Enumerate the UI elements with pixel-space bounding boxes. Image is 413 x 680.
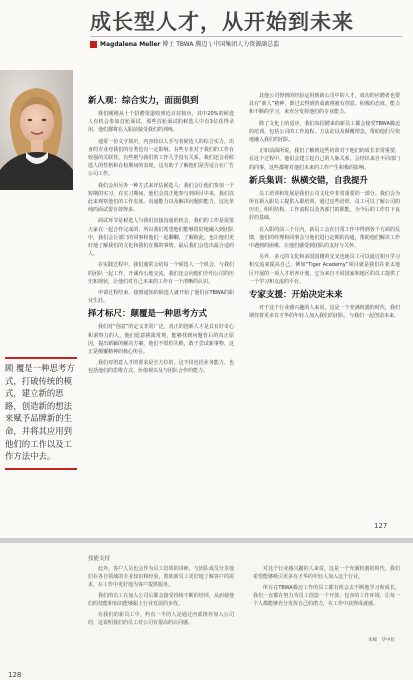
paragraph: 我们会用另外一种方式来评估候选人：我们会让他们参加一个短期的实习，在实习期间，他们会真正地参与到项目中来，我们以此来观察他们的工作态度、沟通能力以及解决问题的能力，这比单纯的面试要有效得多。	[88, 182, 234, 214]
red-square-icon	[90, 41, 97, 48]
paragraph: 此外，客户人员也会作为员工培训的讲师，与团队成员分享他们在各自领域的专业知识和经验，帮助新员工更好地了解客户的需求，在工作中更好地为客户提供服务。	[88, 566, 234, 588]
paragraph: 面试环节是候选人与我们直接沟通的机会，我们的工作是需要大家在一起合作完成的，所以我们希望他们能够很好地融入到团队中，我们会让部门的同事和他们一起聊聊，了解彼此，也让他们更好地了解我们的文化和我们在做的事情。最后我们会选出最合适的人。	[88, 218, 234, 258]
pull-quote-rule-top	[5, 357, 77, 359]
author-name: Magdalena Meller	[100, 41, 161, 48]
paragraph: 申请过程结束，接到通知的候选人就开始了他们在TBWA的职业生涯。	[88, 290, 234, 305]
author-photo	[0, 70, 73, 190]
paragraph: 员工培训和发展是我们公司文化中非常重要的一部分。我们会为所有新入职员工提供入职培训，通过这些培训，员工可以了解公司的历史、组织结构、工作流程以及各部门的职能，为今后的工作打下良好的基础。	[249, 190, 400, 222]
paragraph: 对这个行业感兴趣的人来说，这是一个充满机遇的时代，我们希望能够吸引更多有才华的年轻人加入这个行业。	[253, 566, 400, 580]
text-column-2	[249, 92, 400, 323]
article-title: 成长型人才，从开始到未来	[90, 10, 354, 34]
section-heading: 专家支援：开始决定未来	[249, 290, 343, 301]
pull-quote-rule-bottom	[5, 468, 77, 470]
paragraph: 在入职的前三个月内，新员工会在日常工作中得到各个方面的反馈，他们的经理和同事会与他们进行定期的沟通，帮助他们解决工作中遇到的困难，让他们感受到团队的支持与关怀。	[249, 226, 400, 250]
byline	[90, 36, 402, 50]
paragraph: 我们刚刚从十个招聘渠道收到近百封简历，其中20%的候选人有机会参加首轮面试，那些首轮面试的候选人中有3位获得录用，他们都将在入职前接受我们的训练。	[88, 111, 234, 134]
paragraph: 我们对创意人才的要求是全方位的，这不仅包括业务能力，也包括他们的思维方式、价值观以及与团队合作的能力。	[88, 360, 234, 375]
author-title: 博士	[162, 41, 175, 48]
section-heading: 新兵集训：纵横交错，自我提升	[249, 175, 369, 186]
section-heading: 新人观：综合实力，面面俱到	[88, 96, 199, 106]
page-number: 127	[374, 522, 388, 530]
section-heading: 技能支持	[88, 556, 111, 562]
paragraph: 另外，多元的文化和多国国籍的交叉也使员工可以通过相互学习和交流来提高自己，例如“Tiger Academy”项目就是我们在亚太地区开展的一项人才培养计划，它为来自不同国家和地区的员工提供了一个学习和交流的平台。	[249, 254, 400, 285]
page-128	[0, 543, 413, 680]
paragraph: 我们对“创意”的定义非常广泛，真正的创新人才是具有好奇心和洞察力的人，他们愿意挑战常规，能够找到问题背后的真正原因，提出新颖的解决方案。他们不惧怕失败，敢于尝试新事物，这正是颠覆精神的核心所在。	[88, 324, 234, 356]
paragraph: 所有在TBWA腾迈工作的员工都有机会去不断地学习和成长，我们一直都在努力为员工创造一个开放、包容的工作环境，让每一个人都能够充分发挥自己的潜力，在工作中获得成就感。	[253, 585, 400, 607]
paragraph: 通常一份文字简历，内容较以人手写者候选人的综合实力，出身的专业对我们的分类也有一定影响。有些专业对于我们的工作有较强的关联性，有些则与我们的工作几乎没有关系。我们还会看候选人的性格和在校期间的表现，这有助于了解他们是否适合在广告公司工作。	[88, 138, 234, 178]
paragraph: 对于这个行业感兴趣的人来说，这是一个充满机遇的时代，我们期待着更多有才华的年轻人加入我们的团队，与我们一起创造未来。	[249, 305, 400, 320]
pull-quote: 顾 覆是一种思考方式，打破传统的模式，建立新的思路，创造新的想法来赋予品牌新的生命，并将其应用到他们的工作以及工作方法中去。	[5, 363, 75, 462]
section-heading: 择才标尺：颠覆是一种思考方式	[88, 309, 208, 320]
paragraph: 正如前面所说，我们了解到这些培训对于他们的成长非常重要，在这个过程中，他们会建立起自己的人脉关系，会结识来自不同部门的同事，这些都将对他们未来的工作产生积极的影响。	[249, 148, 400, 171]
paragraph: 我们的员工在加入公司后都会接受持续不断的培训，从而使他们的技能和知识能够跟上行业发展的步伐。	[88, 593, 234, 607]
page-number: 128	[8, 671, 22, 679]
end-note: 本稿 华中虹	[368, 638, 395, 643]
text-column-1	[88, 92, 234, 379]
paragraph: 除了文化上的适应，我们每招聘来的新员工都会接受TBWA腾迈的培训，包括公司的工作流程、方法论以及颠覆理念，帮助他们尽快地融入我们的团队。	[249, 120, 400, 144]
paragraph: 在实践过程中，我们通常会给每一个候选人一个机会，与我们的团队一起工作，开诚布公地交流，我们还会向他们介绍公司的历史和现状，让他们对自己未来的工作有一个清晰的认识。	[88, 262, 234, 285]
text-column-2	[253, 565, 400, 611]
author-affiliation: TBWA 腾迈 \ 中国集团人力资源副总监	[176, 41, 280, 48]
text-column-1	[88, 565, 234, 630]
paragraph: 其他公司得到的经验运用到新公司中的人才，成功的应聘者也要具有“新人”精神，即过去得到的成就将被有创意、积极的态度、能力和不断的学习，来充分发挥他们的专业能力。	[249, 93, 400, 116]
paragraph: 在我们的新员工中，约有一半的人是通过内部推荐加入公司的，这说明我们的员工对公司有很高的认同感。	[88, 612, 234, 626]
